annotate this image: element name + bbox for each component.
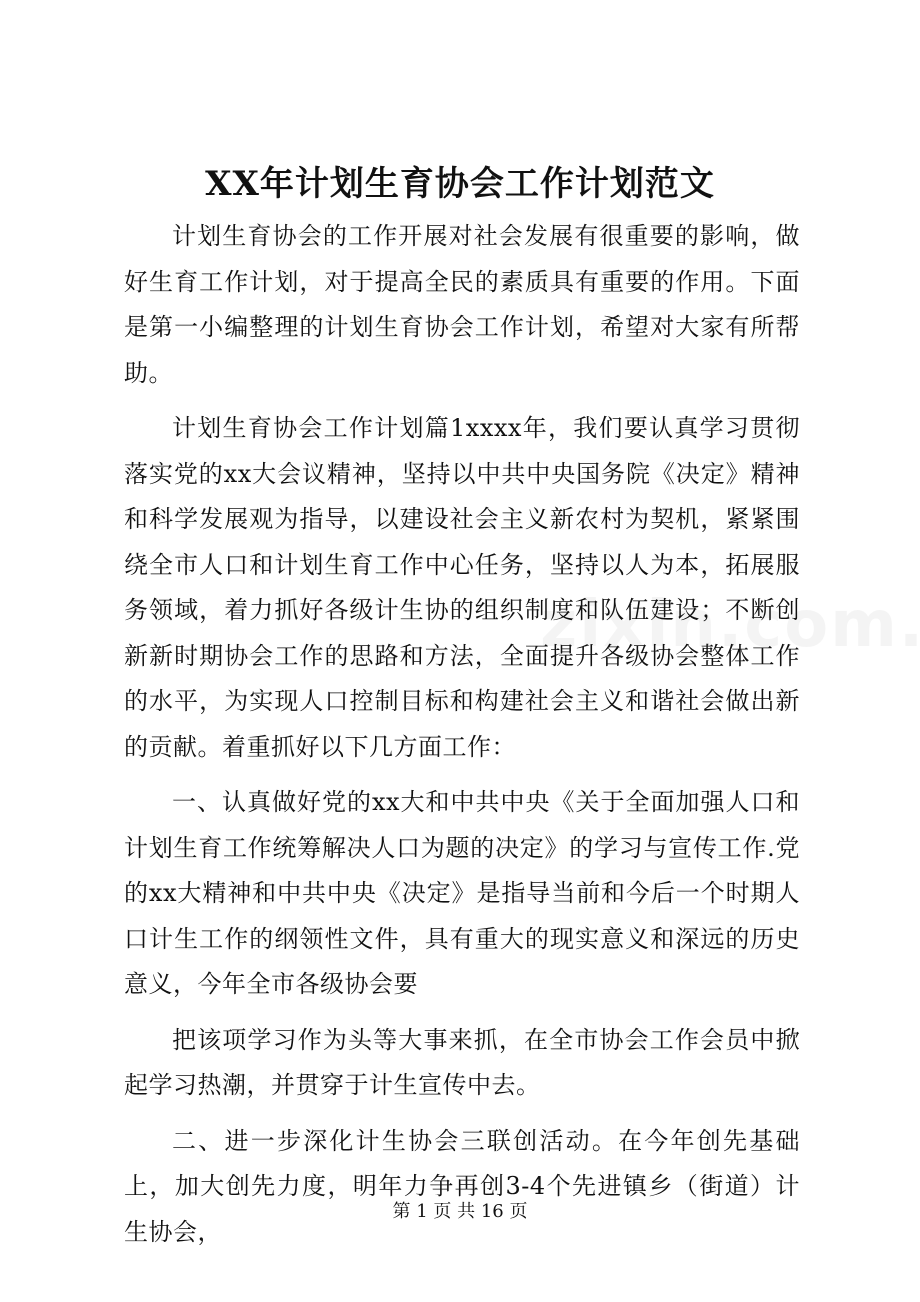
paragraph-item-two: 二、进一步深化计生协会三联创活动。在今年创先基础上，加大创先力度，明年力争再创3-4个先进镇乡（街道）计生协会， bbox=[124, 1126, 800, 1246]
document-title: XX年计划生育协会工作计划范文 bbox=[205, 164, 715, 204]
paragraph-item-one-continued: 把该项学习作为头等大事来抓，在全市协会工作会员中掀起学习热潮，并贯穿于计生宣传中去。 bbox=[124, 1025, 800, 1099]
page-footer: 第 1 页 共 16 页 bbox=[392, 1201, 528, 1222]
document-body bbox=[124, 214, 800, 1265]
paragraph-intro: 计划生育协会的工作开展对社会发展有很重要的影响，做好生育工作计划，对于提高全民的素质具有重要的作用。下面是第一小编整理的计划生育协会工作计划，希望对大家有所帮助。 bbox=[124, 222, 800, 387]
paragraph-plan-overview: 计划生育协会工作计划篇1xxxx年，我们要认真学习贯彻落实党的xx大会议精神，坚持以中共中央国务院《决定》精神和科学发展观为指导，以建设社会主义新农村为契机，紧紧围绕全市人口和计划生育工作中心任务，坚持以人为本，拓展服务领域，着力抓好各级计生协的组织制度和队伍建设；不断创新新时期协会工作的思路和方法，全面提升各级协会整体工作的水平，为实现人口控制目标和构建社会主义和谐社会做出新的贡献。着重抓好以下几方面工作： bbox=[124, 414, 800, 761]
paragraph-item-one: 一、认真做好党的xx大和中共中央《关于全面加强人口和计划生育工作统筹解决人口为题的决定》的学习与宣传工作.党的xx大精神和中共中央《决定》是指导当前和今后一个时期人口计生工作的纲领性文件，具有重大的现实意义和深远的历史意义，今年全市各级协会要 bbox=[124, 788, 800, 998]
